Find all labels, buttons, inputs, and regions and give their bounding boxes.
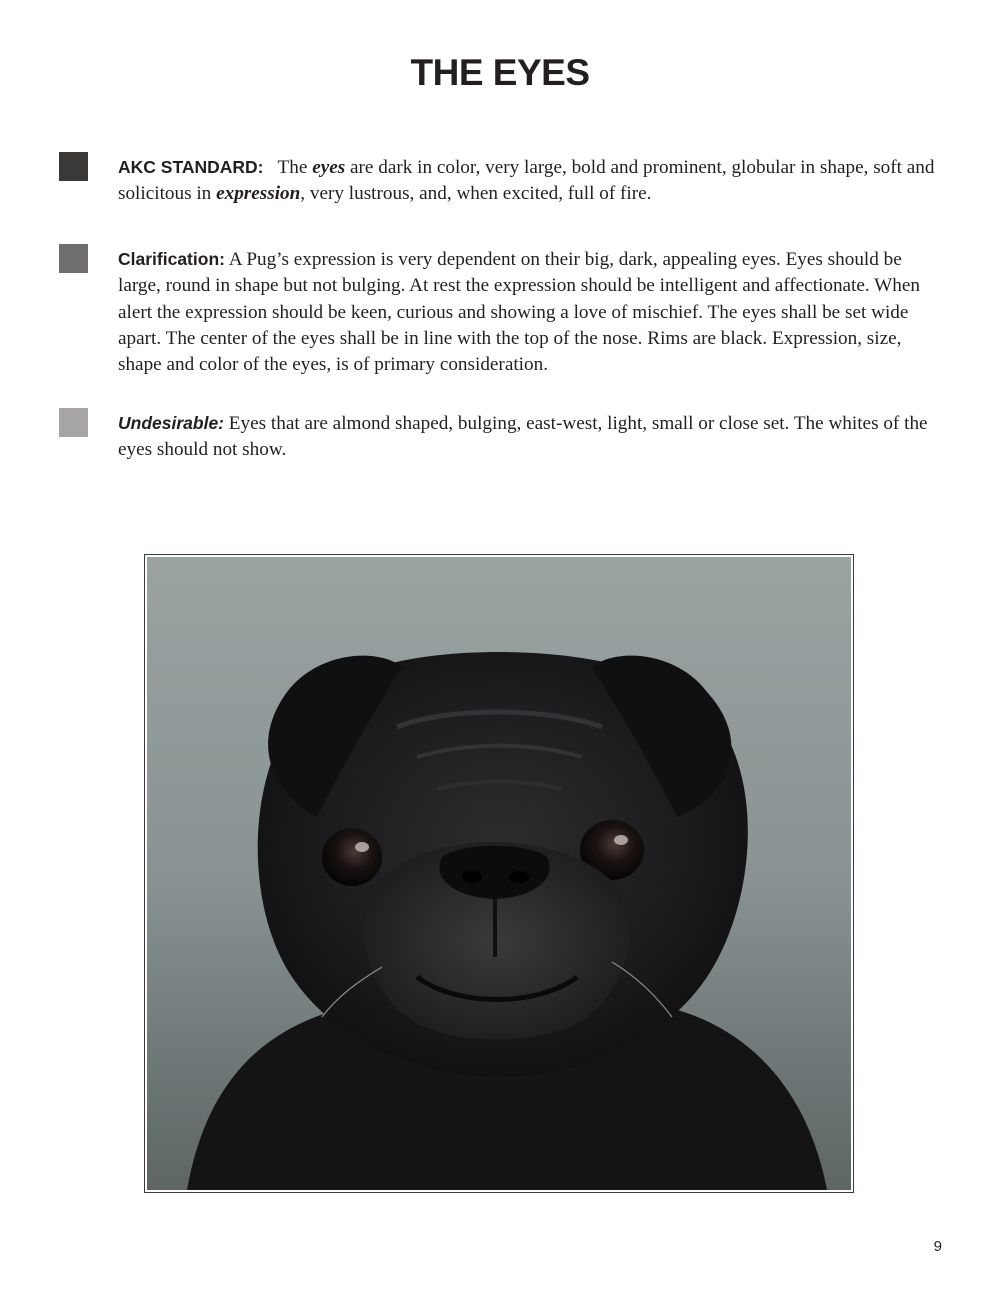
page-title: THE EYES [410,52,590,93]
clarification-label: Clarification: [118,249,225,269]
undesirable-body: Eyes that are almond shaped, bulging, east-west, light, small or close set. The whites of the eyes should not show. [118,413,928,461]
akc-part-2: are dark in color, very large, bold and prominent, globular in shape, soft and solicitous in [118,157,935,205]
undesirable-text [118,410,943,464]
pug-left-eye [322,828,382,886]
akc-part-eyes: eyes [312,157,346,178]
akc-standard-label: AKC STANDARD: [118,157,264,177]
akc-part-4: , very lustrous, and, when excited, full of fire. [300,183,652,205]
clarification-marker [59,244,88,273]
pug-photo [144,554,854,1193]
clarification-text [118,246,943,378]
right-eye-highlight [614,835,628,845]
undesirable-label: Undesirable: [118,413,224,433]
left-eye-highlight [355,842,369,852]
akc-part-0: The [277,157,313,178]
right-nostril [509,871,529,883]
akc-standard-marker [59,152,88,181]
page-number: 9 [933,1238,942,1255]
undesirable-marker [59,408,88,437]
akc-standard-text [118,154,943,208]
left-nostril [462,871,482,883]
pug-illustration [147,557,851,1190]
akc-part-expression: expression [216,183,301,205]
clarification-body: A Pug’s expression is very dependent on their big, dark, appealing eyes. Eyes should be large, round in shape but not bulging. At rest the expression should be intelligent and affectionate. When alert the expression should be keen, curious and showing a love of mischief. The eyes shall be set wide apart. The center of the eyes shall be in line with the top of the nose. Rims are black. Expression, size, shape and color of the eyes, is of primary consideration. [118,249,920,376]
